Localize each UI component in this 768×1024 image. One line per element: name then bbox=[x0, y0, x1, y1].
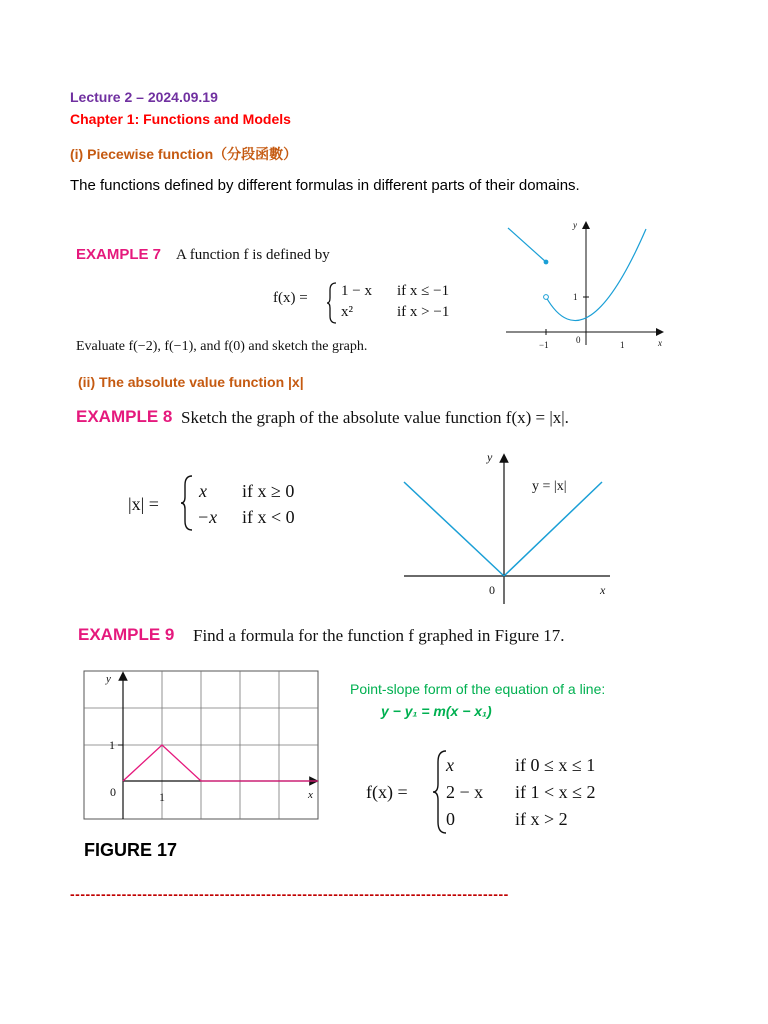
point-slope-title: Point-slope form of the equation of a line: bbox=[350, 681, 606, 697]
fig17-tick-1y: 1 bbox=[109, 738, 115, 752]
point-slope-equation: y − y₁ = m(x − x₁) bbox=[381, 703, 492, 719]
fig17-origin-label: 0 bbox=[110, 785, 116, 799]
example8-case1-expr: x bbox=[199, 481, 207, 501]
example7-text: A function f is defined by bbox=[176, 247, 330, 263]
fig17-function-line bbox=[123, 745, 318, 781]
example8-text: Sketch the graph of the absolute value function f(x) = |x|. bbox=[181, 408, 569, 427]
ex7-parabola bbox=[546, 229, 646, 321]
example8-brace bbox=[180, 475, 194, 531]
ex7-tick-neg1: −1 bbox=[539, 340, 549, 350]
example9-text: Find a formula for the function f graphed in Figure 17. bbox=[193, 626, 565, 645]
ex8-right-branch bbox=[504, 482, 602, 576]
example9-case2-cond: if 1 < x ≤ 2 bbox=[515, 782, 596, 802]
example9-lhs: f(x) = bbox=[366, 782, 408, 802]
example7-case1-expr: 1 − x bbox=[341, 283, 372, 299]
ex7-origin-label: 0 bbox=[576, 335, 581, 345]
piecewise-definition: The functions defined by different formulas in different parts of their domains. bbox=[70, 177, 580, 194]
ex8-origin-label: 0 bbox=[489, 583, 495, 597]
ex7-tick-1y: 1 bbox=[573, 292, 578, 302]
ex8-x-label: x bbox=[600, 583, 606, 597]
figure17-graph bbox=[82, 668, 322, 823]
example8-case2-cond: if x < 0 bbox=[242, 507, 295, 527]
example9-case2-expr: 2 − x bbox=[446, 782, 484, 802]
example9-label: EXAMPLE 9 bbox=[78, 625, 175, 644]
ex7-x-label: x bbox=[658, 338, 662, 348]
lecture-heading: Lecture 2 – 2024.09.19 bbox=[70, 89, 218, 105]
example7-label: EXAMPLE 7 bbox=[76, 246, 162, 263]
ex7-open-dot bbox=[544, 295, 549, 300]
example9-case1-cond: if 0 ≤ x ≤ 1 bbox=[515, 755, 596, 775]
ex8-left-branch bbox=[404, 482, 504, 576]
example8-graph bbox=[398, 448, 613, 608]
example9-case3-expr: 0 bbox=[446, 809, 455, 829]
fig17-x-label: x bbox=[308, 789, 313, 801]
chapter-heading: Chapter 1: Functions and Models bbox=[70, 111, 291, 127]
section-absolute-title: (ii) The absolute value function |x| bbox=[78, 374, 304, 390]
example7-case2-cond: if x > −1 bbox=[397, 304, 450, 320]
example7-evaluate: Evaluate f(−2), f(−1), and f(0) and sketch the graph. bbox=[76, 339, 368, 354]
example8-lhs: |x| = bbox=[128, 494, 159, 514]
ex7-tick-1x: 1 bbox=[620, 340, 625, 350]
example8-case1-cond: if x ≥ 0 bbox=[242, 481, 295, 501]
fig17-y-label: y bbox=[106, 673, 111, 685]
ex8-y-label: y bbox=[487, 450, 493, 464]
example7-brace bbox=[326, 282, 338, 324]
example7-case2-expr: x² bbox=[341, 304, 353, 320]
ex7-line-segment bbox=[508, 228, 546, 262]
ex7-y-label: y bbox=[573, 220, 577, 230]
section-piecewise-title: (i) Piecewise function（分段函數） bbox=[70, 146, 298, 162]
ex7-closed-dot bbox=[544, 260, 549, 265]
section-separator: ------------------------------------------------------------------------------------- bbox=[70, 886, 509, 902]
example7-case1-cond: if x ≤ −1 bbox=[397, 283, 450, 299]
example9-case3-cond: if x > 2 bbox=[515, 809, 568, 829]
example8-case2-expr: −x bbox=[197, 507, 218, 527]
example8-label: EXAMPLE 8 bbox=[76, 407, 173, 426]
example7-graph bbox=[500, 215, 675, 355]
fig17-tick-1x: 1 bbox=[159, 790, 165, 804]
figure17-caption: FIGURE 17 bbox=[84, 840, 178, 860]
ex8-curve-label: y = |x| bbox=[532, 479, 567, 494]
example7-lhs: f(x) = bbox=[273, 290, 308, 306]
example9-case1-expr: x bbox=[446, 755, 454, 775]
